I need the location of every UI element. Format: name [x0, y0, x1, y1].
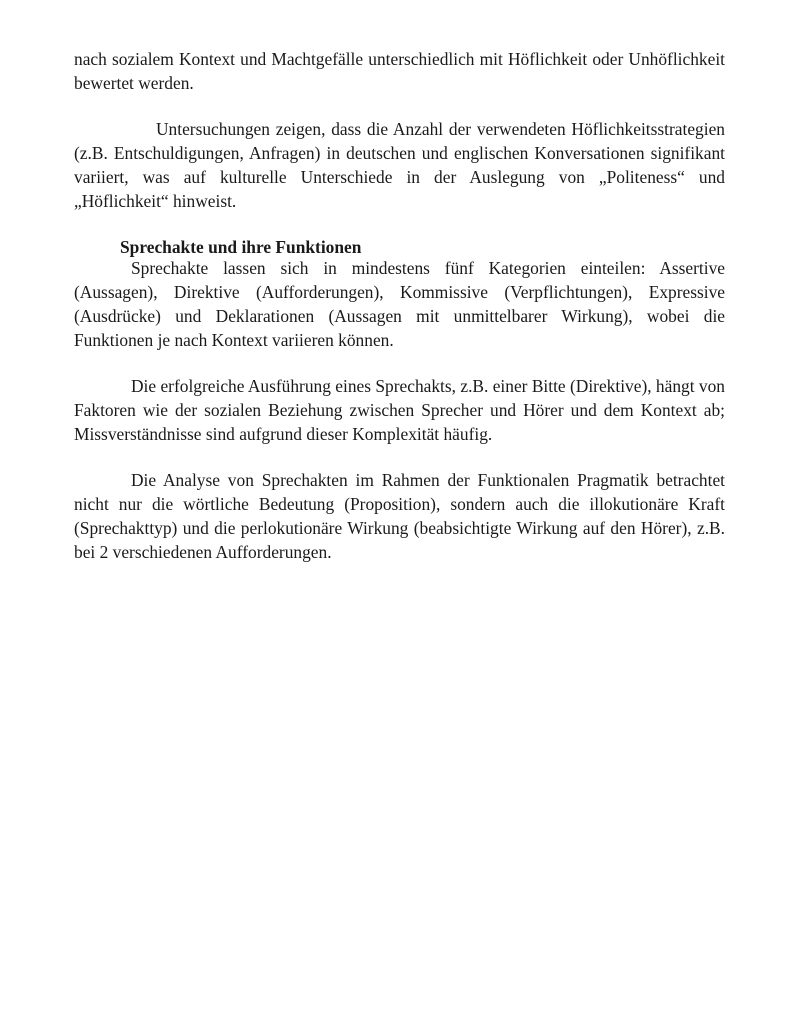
paragraph-speech-act-categories: Sprechakte lassen sich in mindestens fünf Kategorien einteilen: Assertive (Aussagen), Direktive (Aufforderungen), Kommissive (Verpflichtungen), Expressive (Ausdrücke) und Deklarationen (Aussagen mit unmittelbarer Wirkung), wobei die Funktionen je nach Kontext variieren können.: [74, 258, 725, 350]
paragraph-speech-act-execution: Die erfolgreiche Ausführung eines Sprechakts, z.B. einer Bitte (Direktive), hängt von Faktoren wie der sozialen Beziehung zwischen Sprecher und Hörer und dem Kontext ab; Missverständnisse sind aufgrund dieser Komplexität häufig.: [74, 376, 725, 444]
paragraph-politeness-strategies: Untersuchungen zeigen, dass die Anzahl der verwendeten Höflichkeitsstrategien (z.B. Entschuldigungen, Anfragen) in deutschen und englischen Konversationen signifikant variiert, was auf kulturelle Unterschiede in der Auslegung von „Politeness“ und „Höflichkeit“ hinweist.: [74, 119, 725, 211]
paragraph-continuation: nach sozialem Kontext und Machtgefälle unterschiedlich mit Höflichkeit oder Unhöflichkeit bewertet werden.: [74, 49, 725, 93]
document-body: [74, 47, 725, 564]
paragraph-speech-act-analysis: Die Analyse von Sprechakten im Rahmen der Funktionalen Pragmatik betrachtet nicht nur die wörtliche Bedeutung (Proposition), sondern auch die illokutionäre Kraft (Sprechakttyp) und die perlokutionäre Wirkung (beabsichtigte Wirkung auf den Hörer), z.B. bei 2 verschiedenen Aufforderungen.: [74, 470, 725, 562]
section-heading: Sprechakte und ihre Funktionen: [120, 237, 362, 257]
